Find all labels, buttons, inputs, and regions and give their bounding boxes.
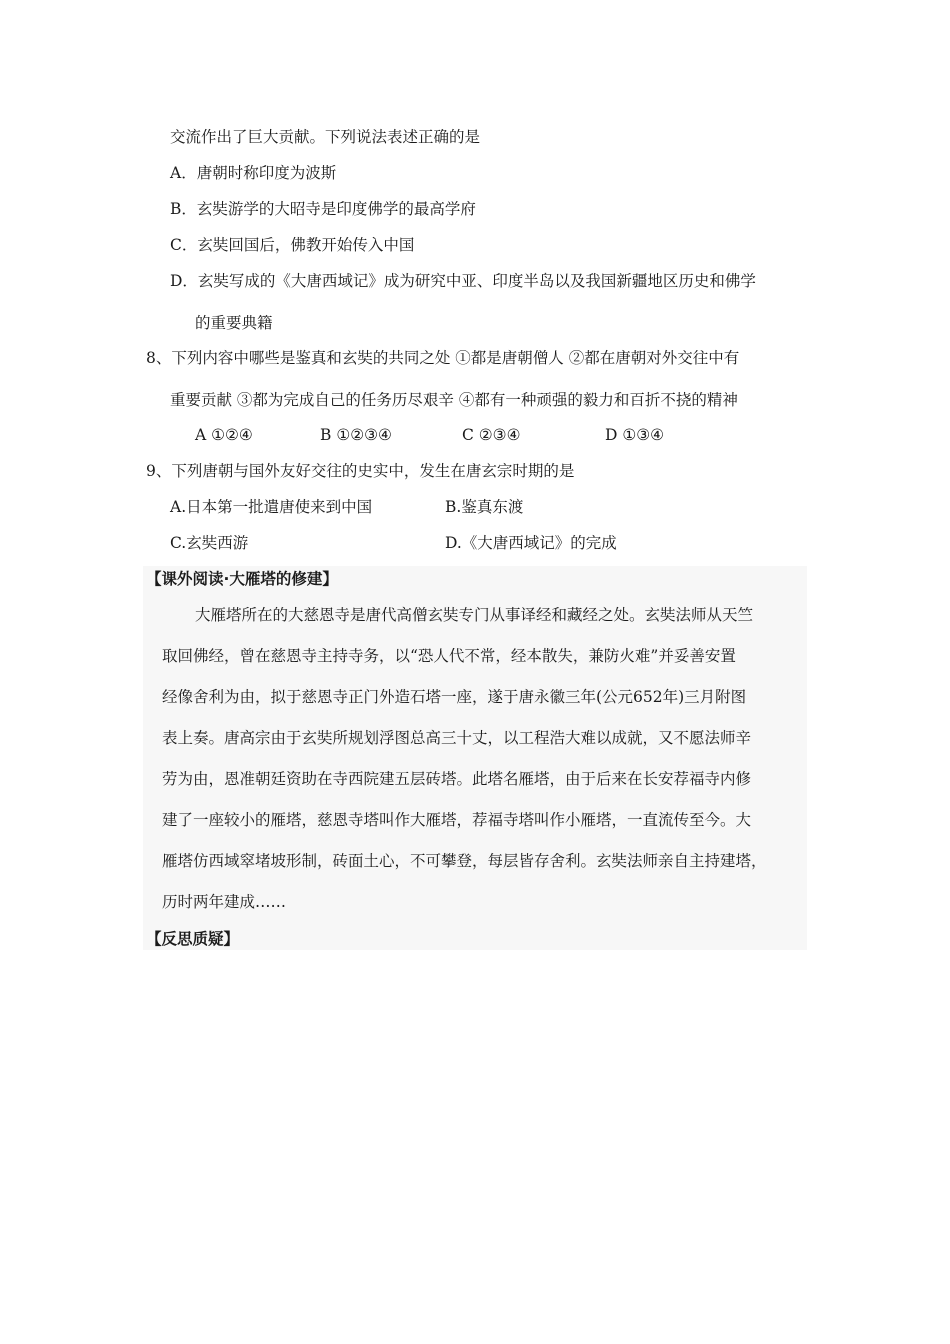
reading-line: 取回佛经，曾在慈恩寺主持寺务，以“恐人代不常，经本散失，兼防火难”并妥善安置	[162, 647, 736, 665]
q7-option-c: C．玄奘回国后，佛教开始传入中国	[170, 236, 415, 254]
q7-option-a: A．唐朝时称印度为波斯	[170, 164, 337, 182]
reading-line: 雁塔仿西域窣堵坡形制，砖面土心，不可攀登，每层皆存舍利。玄奘法师亲自主持建塔，	[162, 852, 767, 870]
q9-option-d: D.《大唐西域记》的完成	[445, 534, 617, 552]
reading-line: 经像舍利为由，拟于慈恩寺正门外造石塔一座，遂于唐永徽三年(公元652年)三月附图	[162, 688, 747, 706]
reading-line: 表上奏。唐高宗由于玄奘所规划浮图总高三十丈，以工程浩大难以成就，又不愿法师辛	[162, 729, 752, 747]
q8-option-b: B ①②③④	[320, 426, 392, 444]
reading-line: 大雁塔所在的大慈恩寺是唐代高僧玄奘专门从事译经和藏经之处。玄奘法师从天竺	[195, 606, 754, 624]
q8-option-d: D ①③④	[605, 426, 665, 444]
q9-option-b: B.鉴真东渡	[445, 498, 524, 516]
reading-heading: 【课外阅读·大雁塔的修建】	[146, 570, 338, 588]
reading-line: 建了一座较小的雁塔，慈恩寺塔叫作大雁塔，荐福寺塔叫作小雁塔，一直流传至今。大	[162, 811, 752, 829]
reflection-heading: 【反思质疑】	[146, 930, 240, 948]
q8-option-c: C ②③④	[462, 426, 521, 444]
reading-line: 历时两年建成……	[162, 893, 287, 911]
q7-option-b: B．玄奘游学的大昭寺是印度佛学的最高学府	[170, 200, 476, 218]
q9-option-a: A.日本第一批遣唐使来到中国	[170, 498, 373, 516]
q8-stem-line1: 8、下列内容中哪些是鉴真和玄奘的共同之处 ①都是唐朝僧人 ②都在唐朝对外交往中有	[146, 349, 740, 367]
q9-option-c: C.玄奘西游	[170, 534, 249, 552]
q7-option-d-continuation: 的重要典籍	[195, 314, 273, 332]
reading-line: 劳为由，恩准朝廷资助在寺西院建五层砖塔。此塔名雁塔，由于后来在长安荐福寺内修	[162, 770, 752, 788]
q9-stem: 9、下列唐朝与国外友好交往的史实中，发生在唐玄宗时期的是	[146, 462, 575, 480]
q8-stem-line2: 重要贡献 ③都为完成自己的任务历尽艰辛 ④都有一种顽强的毅力和百折不挠的精神	[170, 391, 738, 409]
q7-stem-continuation: 交流作出了巨大贡献。下列说法表述正确的是	[170, 128, 481, 146]
q8-option-a: A ①②④	[195, 426, 253, 444]
q7-option-d: D．玄奘写成的《大唐西域记》成为研究中亚、印度半岛以及我国新疆地区历史和佛学	[170, 272, 756, 290]
